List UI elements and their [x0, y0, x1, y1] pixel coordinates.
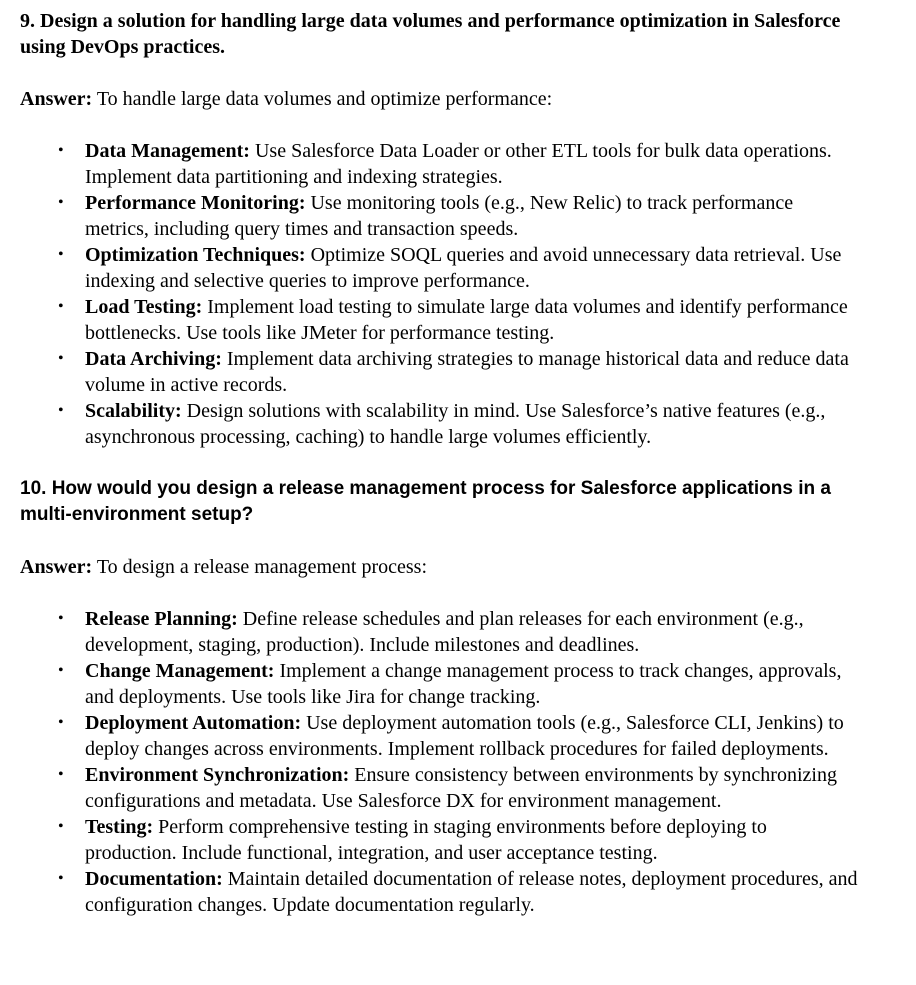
list-item [20, 346, 858, 398]
question-9-section [20, 8, 858, 450]
bullet-term: Scalability: [85, 400, 182, 422]
list-item [20, 294, 858, 346]
bullet-term: Load Testing: [85, 296, 203, 318]
bullet-text: Maintain detailed documentation of release notes, deployment procedures, and configuration changes. Update documentation regularly. [85, 868, 858, 916]
bullet-text: Optimize SOQL queries and avoid unnecessary data retrieval. Use indexing and selective queries to improve performance. [85, 244, 842, 292]
question-10-heading: 10. How would you design a release management process for Salesforce applications in a multi-environment setup? [20, 478, 831, 525]
list-item [20, 866, 858, 918]
list-item [20, 762, 858, 814]
list-item [20, 190, 858, 242]
bullet-text: Use monitoring tools (e.g., New Relic) to track performance metrics, including query times and transaction speeds. [85, 192, 794, 240]
answer-text: To handle large data volumes and optimize performance: [96, 88, 553, 110]
list-item [20, 606, 858, 658]
bullet-term: Deployment Automation: [85, 712, 302, 734]
question-10-answer-intro [20, 554, 858, 580]
question-10-section [20, 476, 858, 918]
bullet-term: Change Management: [85, 660, 275, 682]
list-item [20, 814, 858, 866]
bullet-term: Performance Monitoring: [85, 192, 306, 214]
answer-label: Answer: [20, 88, 93, 110]
bullet-term: Documentation: [85, 868, 223, 890]
list-item [20, 710, 858, 762]
bullet-text: Implement data archiving strategies to manage historical data and reduce data volume in active records. [85, 348, 849, 396]
bullet-text: Design solutions with scalability in mind. Use Salesforce’s native features (e.g., asynchronous processing, caching) to handle large volumes efficiently. [85, 400, 826, 448]
list-item [20, 138, 858, 190]
list-item [20, 242, 858, 294]
list-item [20, 658, 858, 710]
question-9-heading: 9. Design a solution for handling large data volumes and performance optimization in Salesforce using DevOps practices. [20, 10, 841, 58]
bullet-term: Data Archiving: [85, 348, 222, 370]
bullet-term: Optimization Techniques: [85, 244, 306, 266]
bullet-text: Define release schedules and plan releases for each environment (e.g., development, staging, production). Include milestones and deadlines. [85, 608, 804, 656]
bullet-text: Perform comprehensive testing in staging environments before deploying to production. Include functional, integration, and user acceptance testing. [85, 816, 767, 864]
bullet-text: Ensure consistency between environments by synchronizing configurations and metadata. Use Salesforce DX for environment management. [85, 764, 837, 812]
answer-text: To design a release management process: [96, 556, 427, 578]
bullet-term: Environment Synchronization: [85, 764, 350, 786]
bullet-text: Implement load testing to simulate large data volumes and identify performance bottlenecks. Use tools like JMeter for performance testing. [85, 296, 848, 344]
answer-label: Answer: [20, 556, 93, 578]
question-10-bullet-list [20, 606, 858, 918]
bullet-term: Release Planning: [85, 608, 238, 630]
question-9-bullet-list [20, 138, 858, 450]
question-9-answer-intro [20, 86, 858, 112]
bullet-term: Testing: [85, 816, 154, 838]
bullet-text: Implement a change management process to track changes, approvals, and deployments. Use tools like Jira for change tracking. [85, 660, 842, 708]
bullet-term: Data Management: [85, 140, 250, 162]
list-item [20, 398, 858, 450]
bullet-text: Use deployment automation tools (e.g., Salesforce CLI, Jenkins) to deploy changes across environments. Implement rollback procedures for failed deployments. [85, 712, 844, 760]
bullet-text: Use Salesforce Data Loader or other ETL tools for bulk data operations. Implement data partitioning and indexing strategies. [85, 140, 832, 188]
